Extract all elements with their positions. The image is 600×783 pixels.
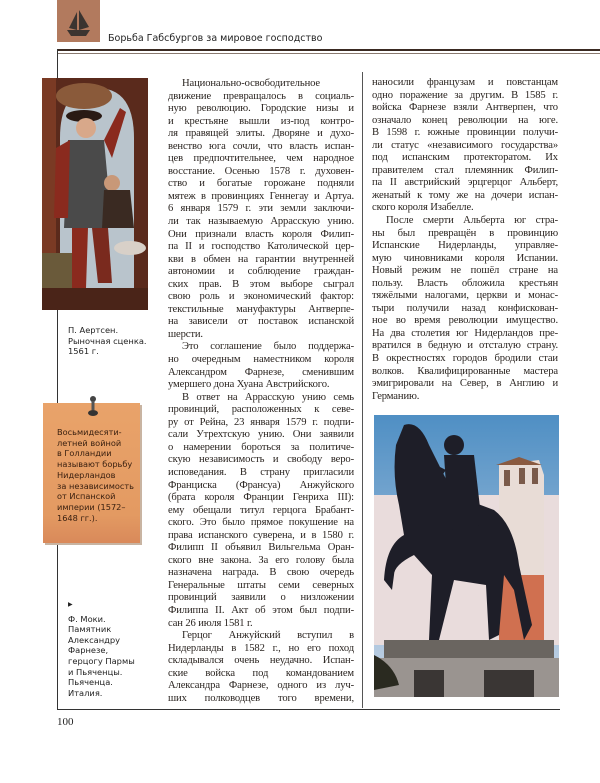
text-line: права испанского суверена, и в 1580 г. <box>168 529 354 541</box>
text-line: Новый режим не пошёл стране на <box>372 265 558 277</box>
text-line: мую чиновниками короля Испании. <box>372 252 558 264</box>
caption-line: и Пьяченцы. <box>68 666 123 677</box>
statue-caption <box>68 600 158 698</box>
text-line: правителем стал племянник Филип- <box>372 164 558 176</box>
caption-line: Ф. Моки. <box>68 613 106 624</box>
sticky-note <box>43 403 140 543</box>
text-line: Нидерланды в 1582 г., но его поход <box>168 642 354 654</box>
text-line: ему обещали титул герцога Брабант- <box>168 504 354 516</box>
text-line: свою роль и экономический фактор: <box>168 291 354 303</box>
text-line: ших полководцев того времени, <box>168 692 354 704</box>
text-line: Филиппа II. Акт об этом был подпи- <box>168 604 354 616</box>
text-column-1 <box>168 78 354 705</box>
painting-caption <box>68 325 158 357</box>
chapter-emblem <box>57 0 100 42</box>
footer-rule <box>57 709 560 710</box>
text-line: Национально-освободительное <box>182 78 321 89</box>
text-line: па II австрийский эрцгерцог Альберт, <box>372 177 558 189</box>
text-line: на зависели от поставок испанской <box>168 316 354 328</box>
text-line: тяжёлыми налогами, церкви и монас- <box>372 290 558 302</box>
text-line: волков. Квалифицированные мастера <box>372 365 558 377</box>
text-line: ли так называемую Аррасскую унию. <box>168 216 354 228</box>
pushpin-icon <box>87 395 99 419</box>
note-text <box>57 427 142 523</box>
text-line: ную революцию. Городские низы и <box>168 103 354 115</box>
text-line: В ответ на Аррасскую унию семь <box>182 391 354 403</box>
text-line: Александром Фарнезе, сменившим <box>168 366 354 378</box>
text-line: В окрестностях городов бродили стаи <box>372 353 558 365</box>
text-line: Александра Фарнезе, одного из луч- <box>168 680 354 692</box>
ship-icon <box>57 0 100 42</box>
text-line: эмигрировали на Север, в Англию и <box>372 378 558 390</box>
text-line: Германию. <box>372 390 420 402</box>
note-line: летней войной <box>57 437 122 448</box>
column-divider <box>362 72 363 708</box>
note-line: Восьмидесяти- <box>57 427 122 437</box>
text-line: ского вне закона. За его голову была <box>168 554 354 566</box>
caption-line: Италия. <box>68 687 103 698</box>
text-line: Испанские Нидерланды, управляе- <box>372 240 558 252</box>
text-line: текстильные мануфактуры Антверпе- <box>168 303 354 315</box>
text-line: ли статус «независимого государства» <box>372 139 558 151</box>
text-line: На два столетия юг Нидерландов пре- <box>372 327 558 339</box>
caption-line: герцогу Пармы <box>68 655 135 666</box>
text-line: назначена награда. В свою очередь <box>168 567 354 579</box>
caption-author: П. Аертсен. <box>68 325 119 335</box>
caption-line: Пьяченца. <box>68 677 113 688</box>
text-line: ное во время революции имущество. <box>372 315 558 327</box>
paragraph <box>372 77 558 215</box>
text-line: исповедания. В страну пригласили <box>168 466 354 478</box>
text-line: означало конец революции на юге. <box>372 114 558 126</box>
header-rule-thin <box>57 53 600 54</box>
text-line: ля правящей элиты. Дворяне и духо- <box>168 128 354 140</box>
text-line: Генеральные штаты семи северных <box>168 579 354 591</box>
text-line: провинций заявили о низложении <box>168 592 354 604</box>
text-line: Это соглашение было поддержа- <box>182 341 354 353</box>
text-line: провинций, расположенных к севе- <box>168 404 354 416</box>
caption-line: Александру <box>68 634 121 645</box>
note-line: называют борьбу <box>57 459 133 470</box>
text-line: 6 января 1579 г. эти земли заключи- <box>168 203 354 215</box>
text-line: Филипп II объявил Вильгельма Оран- <box>168 542 354 554</box>
text-line: венство юга сочли, что власть испан- <box>168 140 354 152</box>
text-line: ских прав. В этом выборе сыграл <box>168 278 354 290</box>
text-line: Они признали власть короля Филип- <box>168 228 354 240</box>
note-line: в Голландии <box>57 448 112 459</box>
note-line: Нидерландов <box>57 469 116 480</box>
text-line: движение превращалось в социаль- <box>168 90 354 102</box>
caption-title: Рыночная сценка. <box>68 335 147 346</box>
text-line: ру от Рейна, 23 января 1579 г. подпи- <box>168 416 354 428</box>
text-line: умершего дона Хуана Австрийского. <box>168 379 330 391</box>
text-line: сали Утрехтскую унию. Они заявили <box>168 429 354 441</box>
paragraph <box>168 341 354 391</box>
note-line: за независимость <box>57 480 134 491</box>
text-line: складывался очень неудачно. Испан- <box>168 655 354 667</box>
note-line: империи (1572– <box>57 501 126 512</box>
text-line: женатый к тому же на дочери испан- <box>372 189 558 201</box>
arrow-right-icon: ▶ <box>68 601 73 608</box>
text-line: и крестьяне вышли из-под контро- <box>168 115 354 127</box>
header-rule <box>57 49 600 51</box>
caption-year: 1561 г. <box>68 346 99 357</box>
text-line: шерсти. <box>168 328 203 340</box>
text-line: цев предпочтительнее, чем народное <box>168 153 354 165</box>
text-line: войска Фарнезе взяли Антверпен, что <box>372 102 558 114</box>
text-line: вратился в бедную и отсталую страну. <box>372 340 558 352</box>
running-header: Борьба Габсбургов за мировое господство <box>108 33 323 44</box>
paragraph <box>168 630 354 705</box>
text-line: сан 26 июля 1581 г. <box>168 617 253 629</box>
paragraph <box>372 215 558 403</box>
text-line: одно поражение за другим. В 1585 г. <box>372 89 558 101</box>
text-line: (брата короля Франции Генриха III): <box>168 492 354 504</box>
text-line: под испанским протекторатом. Их <box>372 152 558 164</box>
text-line: мятеж в провинциях Геннегау и Артуа. <box>168 190 354 202</box>
text-line: наносили французам и повстанцам <box>372 77 558 88</box>
text-line: Герцог Анжуйский вступил в <box>182 630 354 642</box>
text-line: па II и господство Католической цер- <box>168 241 354 253</box>
text-line: восстание. Осенью 1578 г. духовен- <box>168 165 354 177</box>
note-line: от Испанской <box>57 491 116 502</box>
text-line: скую независимость и свободу веро- <box>168 454 354 466</box>
text-line: ны был превращён в провинцию <box>372 227 558 239</box>
text-line: ского короля Изабелле. <box>372 202 474 214</box>
text-line: но очередным наместником короля <box>168 354 354 366</box>
text-line: о намерении бороться за политиче- <box>168 441 354 453</box>
text-line: автономии и соблюдение граждан- <box>168 266 354 278</box>
caption-line: Фарнезе, <box>68 645 109 656</box>
page-number: 100 <box>57 716 74 728</box>
paragraph <box>168 392 354 630</box>
text-line: После смерти Альберта юг стра- <box>386 215 558 227</box>
painting-market-scene <box>42 78 148 310</box>
text-line: Франциска (Франсуа) Анжуйского <box>168 479 354 491</box>
paragraph <box>168 78 354 341</box>
statue-photo <box>374 415 559 697</box>
text-line: ского. Это было прямое покушение на <box>168 517 354 529</box>
text-column-2 <box>372 77 558 403</box>
text-line: ство и богатые горожане подняли <box>168 178 354 190</box>
text-line: В 1598 г. южные провинции получи- <box>372 127 558 139</box>
text-line: тыри получили назад конфискован- <box>372 302 558 314</box>
text-line: пользу. Власть обложила крестьян <box>372 277 558 289</box>
text-line: ские войска под командованием <box>168 667 354 679</box>
text-line: кви в обмен на гарантии внутренней <box>168 253 354 265</box>
note-line: 1648 гг.). <box>57 512 98 523</box>
caption-line: Памятник <box>68 624 112 635</box>
